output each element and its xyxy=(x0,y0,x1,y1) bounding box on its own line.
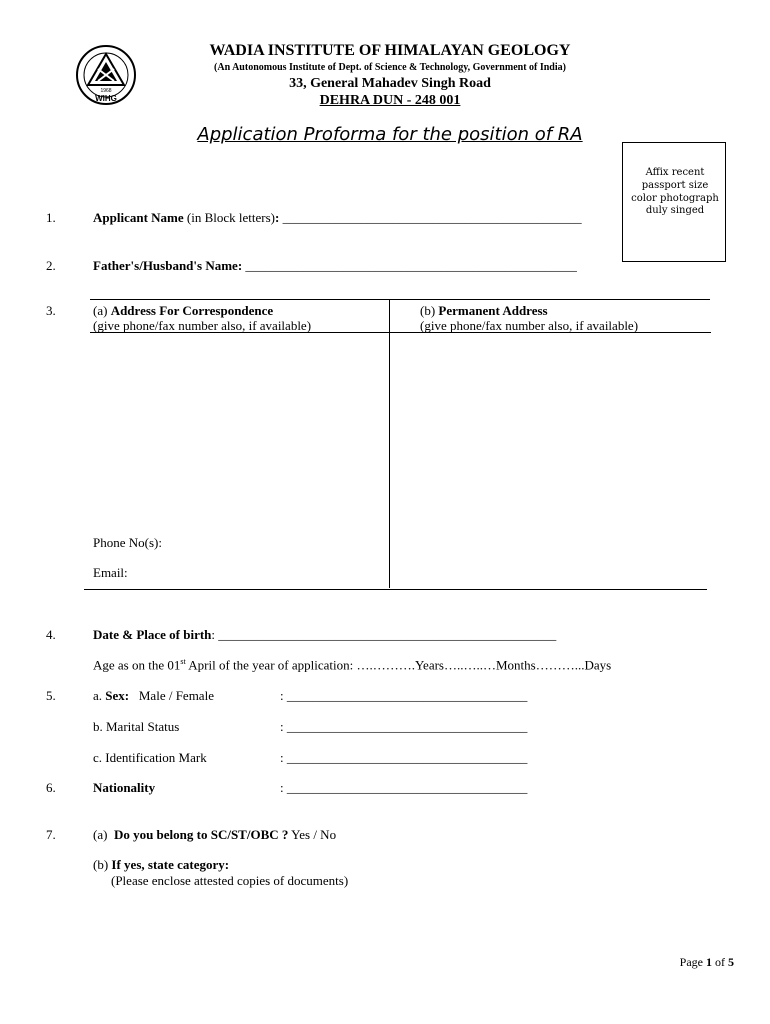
category-prefix: (b) xyxy=(93,857,112,872)
sex-prefix: a. xyxy=(93,688,106,703)
address-b-label: Permanent Address xyxy=(438,303,548,318)
father-name-blank: ___________________________________________________ xyxy=(242,258,577,273)
dob-field[interactable] xyxy=(93,627,556,643)
applicant-name-field[interactable] xyxy=(93,210,582,226)
sex-label: Sex: xyxy=(105,688,130,703)
age-superscript: st xyxy=(180,657,186,666)
address-correspondence-area[interactable] xyxy=(92,338,382,528)
marital-status-label: b. Marital Status xyxy=(93,719,180,734)
category-label: If yes, state category: xyxy=(111,857,230,872)
page-word: Page xyxy=(679,955,706,969)
photo-instruction-4: duly singed xyxy=(645,205,705,216)
address-table-top-border xyxy=(90,299,710,300)
nationality-blank[interactable]: : _____________________________________ xyxy=(280,780,528,795)
caste-prefix: (a) xyxy=(93,827,114,842)
address-b-note: (give phone/fax number also, if available) xyxy=(420,318,639,333)
item-number-5: 5. xyxy=(46,688,56,703)
address-permanent-area[interactable] xyxy=(394,338,704,583)
page-total: 5 xyxy=(728,955,734,969)
item-number-4: 4. xyxy=(46,627,56,642)
item-number-3: 3. xyxy=(46,303,56,318)
marital-status-blank[interactable]: : _____________________________________ xyxy=(280,719,528,734)
age-field[interactable] xyxy=(93,657,611,673)
photo-instruction-3: color photograph xyxy=(631,193,719,204)
item-number-7: 7. xyxy=(46,827,56,842)
address-table-bottom-border xyxy=(84,589,707,590)
photo-instruction-2: passport size xyxy=(641,180,709,191)
applicant-name-blank: ______________________________________________ xyxy=(279,210,582,225)
photo-box xyxy=(622,142,726,262)
age-text-start: Age as on the 01 xyxy=(93,657,181,673)
form-title: Application Proforma for the position of RA xyxy=(197,124,583,145)
category-question xyxy=(93,857,229,873)
dob-blank: : ____________________________________________________ xyxy=(211,627,557,642)
address-correspondence-heading xyxy=(93,303,273,319)
identification-mark-label: c. Identification Mark xyxy=(93,750,207,765)
caste-label: Do you belong to SC/ST/OBC ? xyxy=(113,827,289,842)
institute-name: WADIA INSTITUTE OF HIMALAYAN GEOLOGY xyxy=(209,42,571,59)
identification-mark-blank[interactable]: : _____________________________________ xyxy=(280,750,528,765)
applicant-name-colon: : xyxy=(274,210,280,225)
address-permanent-heading xyxy=(420,303,548,319)
logo-year: 1968 xyxy=(100,88,112,94)
page-of: of xyxy=(712,955,728,969)
page-current: 1 xyxy=(706,955,712,969)
institute-city: DEHRA DUN - 248 001 xyxy=(319,93,461,108)
father-name-label: Father's/Husband's Name: xyxy=(93,258,243,273)
applicant-name-label: Applicant Name xyxy=(93,210,184,225)
institute-subtitle: (An Autonomous Institute of Dept. of Science & Technology, Government of India) xyxy=(214,62,566,73)
nationality-label: Nationality xyxy=(93,780,156,795)
address-a-note: (give phone/fax number also, if available) xyxy=(93,318,312,333)
sex-blank[interactable]: : _____________________________________ xyxy=(280,688,528,703)
category-note: (Please enclose attested copies of documents) xyxy=(111,873,349,888)
caste-options[interactable]: Yes / No xyxy=(288,827,337,842)
address-table-divider xyxy=(389,299,390,588)
item-number-6: 6. xyxy=(46,780,56,795)
photo-instruction-1: Affix recent xyxy=(645,167,705,178)
father-name-field[interactable] xyxy=(93,258,577,274)
sex-label-group xyxy=(93,688,214,704)
applicant-name-note: (in Block letters) xyxy=(183,210,275,225)
item-number-2: 2. xyxy=(46,258,56,273)
age-text-end: April of the year of application: ….……….Years…..…..…Months………...Days xyxy=(185,657,612,673)
sex-options[interactable]: Male / Female xyxy=(129,688,214,703)
item-number-1: 1. xyxy=(46,210,56,225)
page-number xyxy=(680,955,734,970)
phone-label: Phone No(s): xyxy=(93,535,162,550)
address-b-prefix: (b) xyxy=(420,303,439,318)
institute-address: 33, General Mahadev Singh Road xyxy=(289,76,491,91)
email-label: Email: xyxy=(93,565,128,580)
address-a-label: Address For Correspondence xyxy=(110,303,274,318)
address-a-prefix: (a) xyxy=(93,303,111,318)
logo-text: WIHG xyxy=(95,94,117,103)
dob-label: Date & Place of birth xyxy=(93,627,212,642)
caste-question xyxy=(93,827,336,843)
